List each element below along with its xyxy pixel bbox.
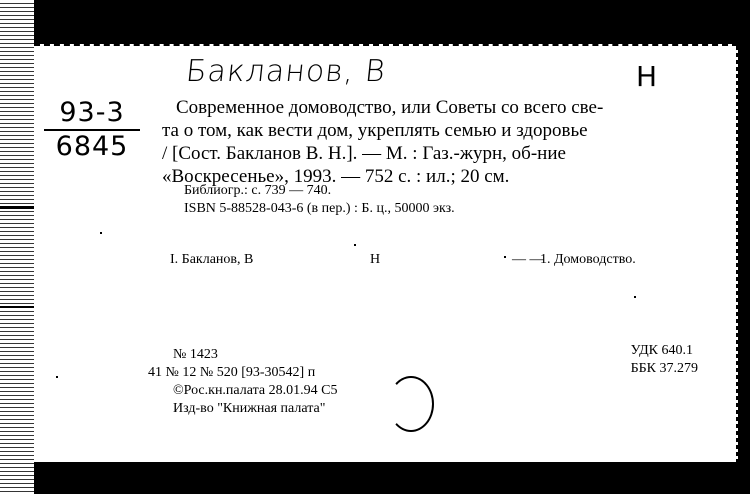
shelf-mark-top: 93-3 xyxy=(59,97,125,128)
speck xyxy=(100,232,102,234)
handwritten-author: Бакланов, В xyxy=(184,54,388,89)
title-line-4: «Воскресенье», 1993. — 752 с. : ил.; 20 см. xyxy=(162,166,510,187)
bbk-code: ББК 37.279 xyxy=(630,361,698,376)
bibliography-note: Библиогр.: с. 739 — 740. xyxy=(184,183,332,198)
card-number: № 1423 xyxy=(173,347,218,362)
notes-block xyxy=(184,182,455,218)
speck xyxy=(504,256,506,258)
title-line-3: / [Сост. Бакланов В. Н.]. — М. : Газ.-журн, об-ние xyxy=(162,143,566,164)
shelf-mark-bottom: 6845 xyxy=(55,131,129,162)
round-stamp xyxy=(388,376,434,432)
production-data xyxy=(148,346,337,418)
order-line: 41 № 12 № 520 [93-30542] п xyxy=(148,365,316,380)
udc-code: УДК 640.1 xyxy=(630,343,693,358)
scan-gap xyxy=(0,206,34,209)
added-entry: I. Бакланов, В xyxy=(170,252,254,267)
speck xyxy=(56,376,58,378)
title-description xyxy=(162,96,702,188)
isbn-note: ISBN 5-88528-043-6 (в пер.) : Б. ц., 50000 экз. xyxy=(184,201,455,216)
card-edge xyxy=(736,46,739,462)
subject-heading: 1. Домоводство. xyxy=(540,252,636,267)
scan-edge-left xyxy=(0,0,34,494)
handwritten-marker: Н xyxy=(636,60,659,93)
tracing-line xyxy=(170,252,710,272)
tracing-dashes: — — xyxy=(512,252,544,267)
title-line-2: та о том, как вести дом, укреплять семью и здоровье xyxy=(162,120,588,141)
classification xyxy=(631,342,698,378)
chamber-stamp-line: ©Рос.кн.палата 28.01.94 С5 xyxy=(173,383,338,398)
title-line-1: Современное домоводство, или Советы со всего све- xyxy=(176,97,604,118)
scan-gap xyxy=(0,306,34,308)
shelf-mark xyxy=(42,98,142,162)
tracing-marker: Н xyxy=(370,252,381,267)
scan-noise xyxy=(0,0,34,494)
speck xyxy=(354,244,356,246)
catalog-card xyxy=(34,44,738,462)
speck xyxy=(634,296,636,298)
publisher-line: Изд-во "Книжная палата" xyxy=(173,401,326,416)
